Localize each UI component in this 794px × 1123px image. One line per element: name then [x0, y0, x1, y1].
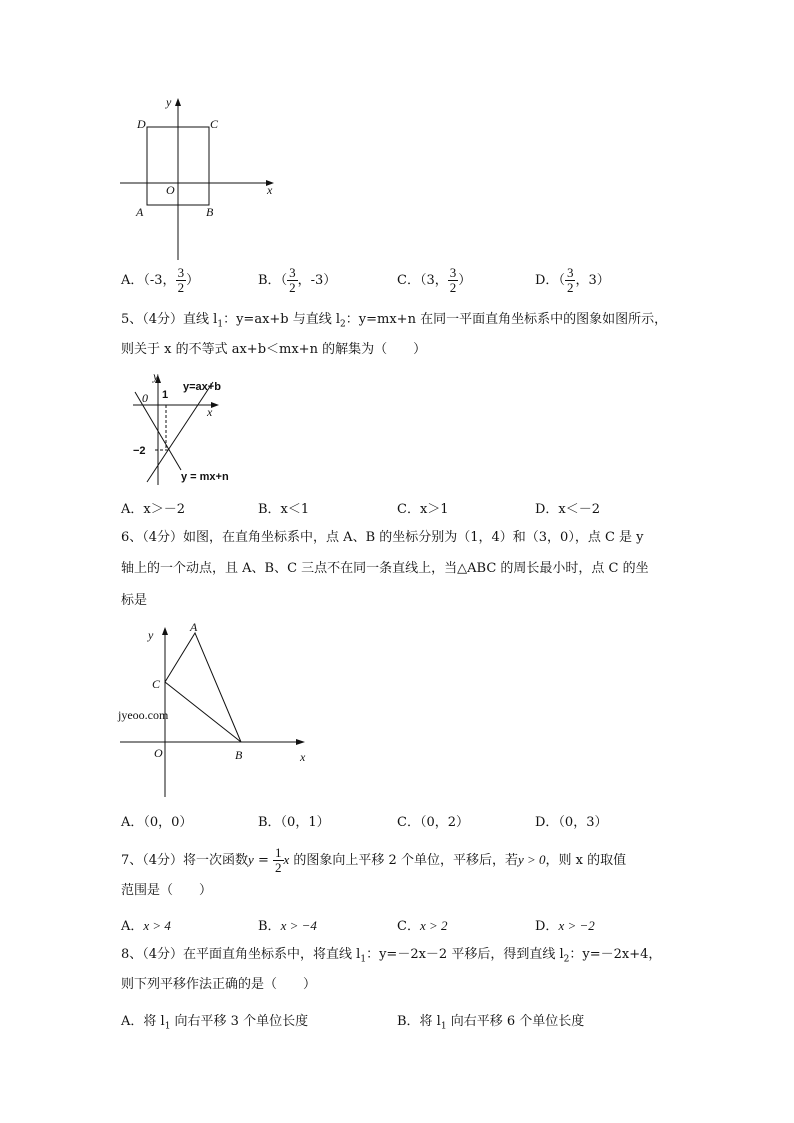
q5-y-label: y [153, 369, 159, 383]
q6-option-d[interactable]: D．（0，3） [535, 815, 608, 830]
q7-option-b-label: B． [258, 919, 281, 934]
q8-sub-2: 2 [563, 954, 570, 965]
y-axis-arrow-icon [175, 98, 181, 106]
q4-option-a-den: 2 [177, 280, 185, 295]
q6-x-axis-arrow-icon [296, 739, 305, 745]
q4-option-b-num: 3 [289, 265, 296, 280]
q8-option-b[interactable] [397, 1010, 584, 1032]
figure-square-axes [110, 90, 290, 265]
q6-point-a-label: A [190, 620, 198, 634]
q5-sub-2: 2 [340, 319, 346, 330]
q5-tick-1-label: 1 [162, 389, 169, 401]
q5-l1-label: y=ax+b [183, 381, 221, 393]
watermark-text: jyeoo.com [118, 708, 169, 722]
q5-line1-b: ：y=ax+b 与直线 l [223, 312, 341, 327]
q7-post: ，则 x 的取值 [545, 853, 627, 868]
q8-sub-1: 1 [360, 954, 367, 965]
q5-line1-a: 5、（4分）直线 l [121, 312, 218, 327]
q5-sub-1: 1 [217, 319, 224, 330]
line-l1-ax-plus-b [147, 382, 213, 482]
q7-option-a-label: A． [121, 919, 144, 934]
q7-option-b[interactable] [258, 915, 317, 934]
q7-text-line-2: 范围是（ ） [121, 883, 213, 898]
q4-option-d-pre: （ [558, 273, 565, 288]
q5-option-b[interactable]: B．x＜1 [258, 502, 310, 517]
q5-option-d[interactable]: D．x＜－2 [535, 502, 601, 517]
q7-option-c-expr: x > 2 [419, 918, 448, 933]
q4-option-d-post: ，3） [575, 273, 610, 288]
q4-option-a-pre: （-3， [143, 273, 176, 288]
q6-point-c-label: C [152, 677, 161, 691]
q6-text-line-1: 6、（4分）如图，在直角坐标系中，点 A、B 的坐标分别为（1，4）和（3，0），点 C 是 y [121, 530, 644, 545]
q8-text-line-1 [121, 947, 661, 968]
origin-label: O [166, 183, 175, 197]
q4-option-a[interactable] [121, 266, 199, 295]
q4-option-c-den: 2 [449, 280, 457, 295]
q5-x-label: x [207, 405, 213, 419]
q5-line1-c: ：y=mx+n 在同一平面直角坐标系中的图象如图所示， [345, 312, 668, 327]
q8-option-b-pre: B．将 l [397, 1014, 441, 1029]
q5-option-c[interactable]: C．x＞1 [397, 502, 449, 517]
q6-point-b-label: B [235, 748, 243, 762]
q8-option-a-post: 向右平移 3 个单位长度 [170, 1014, 309, 1029]
q6-option-c[interactable]: C．（0，2） [397, 815, 469, 830]
q4-option-b-den: 2 [289, 280, 296, 295]
q8-option-a[interactable] [121, 1010, 308, 1032]
q8-line1-b: ：y=－2x－2 平移后，得到直线 l [366, 947, 564, 962]
q4-option-b-label: B． [258, 273, 281, 288]
q7-option-d[interactable] [535, 915, 595, 934]
q4-option-a-num: 3 [177, 265, 185, 280]
q8-option-b-sub: 1 [440, 1021, 447, 1032]
q4-option-a-post: ） [186, 273, 200, 288]
q4-option-d[interactable] [535, 266, 610, 295]
q5-option-a[interactable]: A．x＞－2 [121, 502, 185, 517]
q7-pre: 7、（4分）将一次函数 [121, 853, 249, 868]
q4-option-d-den: 2 [566, 280, 574, 295]
q7-option-d-expr: x > −2 [558, 918, 595, 933]
q5-origin-label: 0 [142, 391, 148, 405]
triangle-abc [165, 633, 241, 742]
q7-option-a[interactable] [121, 915, 171, 934]
q4-option-b-post: ，-3） [297, 273, 337, 288]
q4-option-b[interactable] [258, 266, 336, 295]
q4-option-c[interactable] [397, 266, 471, 295]
q4-option-c-post: ） [458, 273, 472, 288]
x-axis-label: x [267, 183, 273, 197]
q6-text-line-3: 标是 [121, 593, 148, 608]
q6-y-label: y [148, 628, 154, 642]
q7-eq: = [253, 853, 273, 868]
q7-den: 2 [275, 860, 282, 875]
q7-x: x [283, 852, 290, 867]
q8-option-b-post: 向右平移 6 个单位长度 [446, 1014, 585, 1029]
q7-option-c[interactable] [397, 915, 448, 934]
q7-option-a-expr: x > 4 [143, 918, 171, 933]
q7-mid: 的图象向上平移 2 个单位，平移后，若 [289, 853, 518, 868]
y-axis-label: y [166, 95, 172, 109]
q7-fraction [273, 846, 284, 875]
q6-origin-label: O [154, 746, 163, 760]
q4-option-a-fraction [176, 266, 187, 295]
q8-text-line-2: 则下列平移作法正确的是（ ） [121, 977, 317, 992]
q4-option-c-fraction [448, 266, 459, 295]
q6-text-line-2: 轴上的一个动点，且 A、B、C 三点不在同一条直线上，当△ABC 的周长最小时，点 C 的坐 [121, 561, 649, 576]
q5-text-line-1 [121, 312, 667, 333]
q6-option-b[interactable]: B．（0，1） [258, 815, 330, 830]
q7-option-b-expr: x > −4 [280, 918, 317, 933]
q4-option-b-fraction [287, 266, 298, 295]
q5-text-line-2: 则关于 x 的不等式 ax+b＜mx+n 的解集为（ ） [121, 342, 427, 357]
q4-option-a-label: A． [121, 273, 144, 288]
point-c-label: C [210, 117, 219, 131]
q7-cond: y > 0 [517, 852, 546, 867]
q7-option-d-label: D． [535, 919, 559, 934]
q5-l2-label: y = mx+n [181, 471, 229, 483]
q4-option-d-fraction [565, 266, 576, 295]
q5-tick-neg2-label: −2 [133, 445, 146, 457]
point-b-label: B [206, 205, 214, 219]
q4-option-d-label: D． [535, 273, 559, 288]
q6-option-a[interactable]: A．（0，0） [121, 815, 193, 830]
q4-option-c-label: C． [397, 273, 420, 288]
q4-option-d-num: 3 [566, 265, 574, 280]
q6-x-label: x [300, 750, 306, 764]
q4-option-c-num: 3 [449, 265, 457, 280]
q7-num: 1 [275, 845, 282, 860]
q8-line1-c: ：y=－2x+4， [569, 947, 662, 962]
point-a-label: A [136, 205, 144, 219]
figure-two-lines [125, 370, 255, 490]
q4-option-c-pre: （3， [419, 273, 448, 288]
q7-text-line-1 [121, 846, 626, 875]
figure-triangle-abc [110, 615, 320, 805]
q6-y-axis-arrow-icon [162, 627, 168, 635]
point-d-label: D [137, 117, 146, 131]
q4-option-b-pre: （ [280, 273, 288, 288]
q8-option-a-sub: 1 [164, 1021, 171, 1032]
q8-option-a-pre: A．将 l [121, 1014, 165, 1029]
q7-y: y [248, 852, 254, 867]
q7-option-c-label: C． [397, 919, 420, 934]
q8-line1-a: 8、（4分）在平面直角坐标系中，将直线 l [121, 947, 361, 962]
